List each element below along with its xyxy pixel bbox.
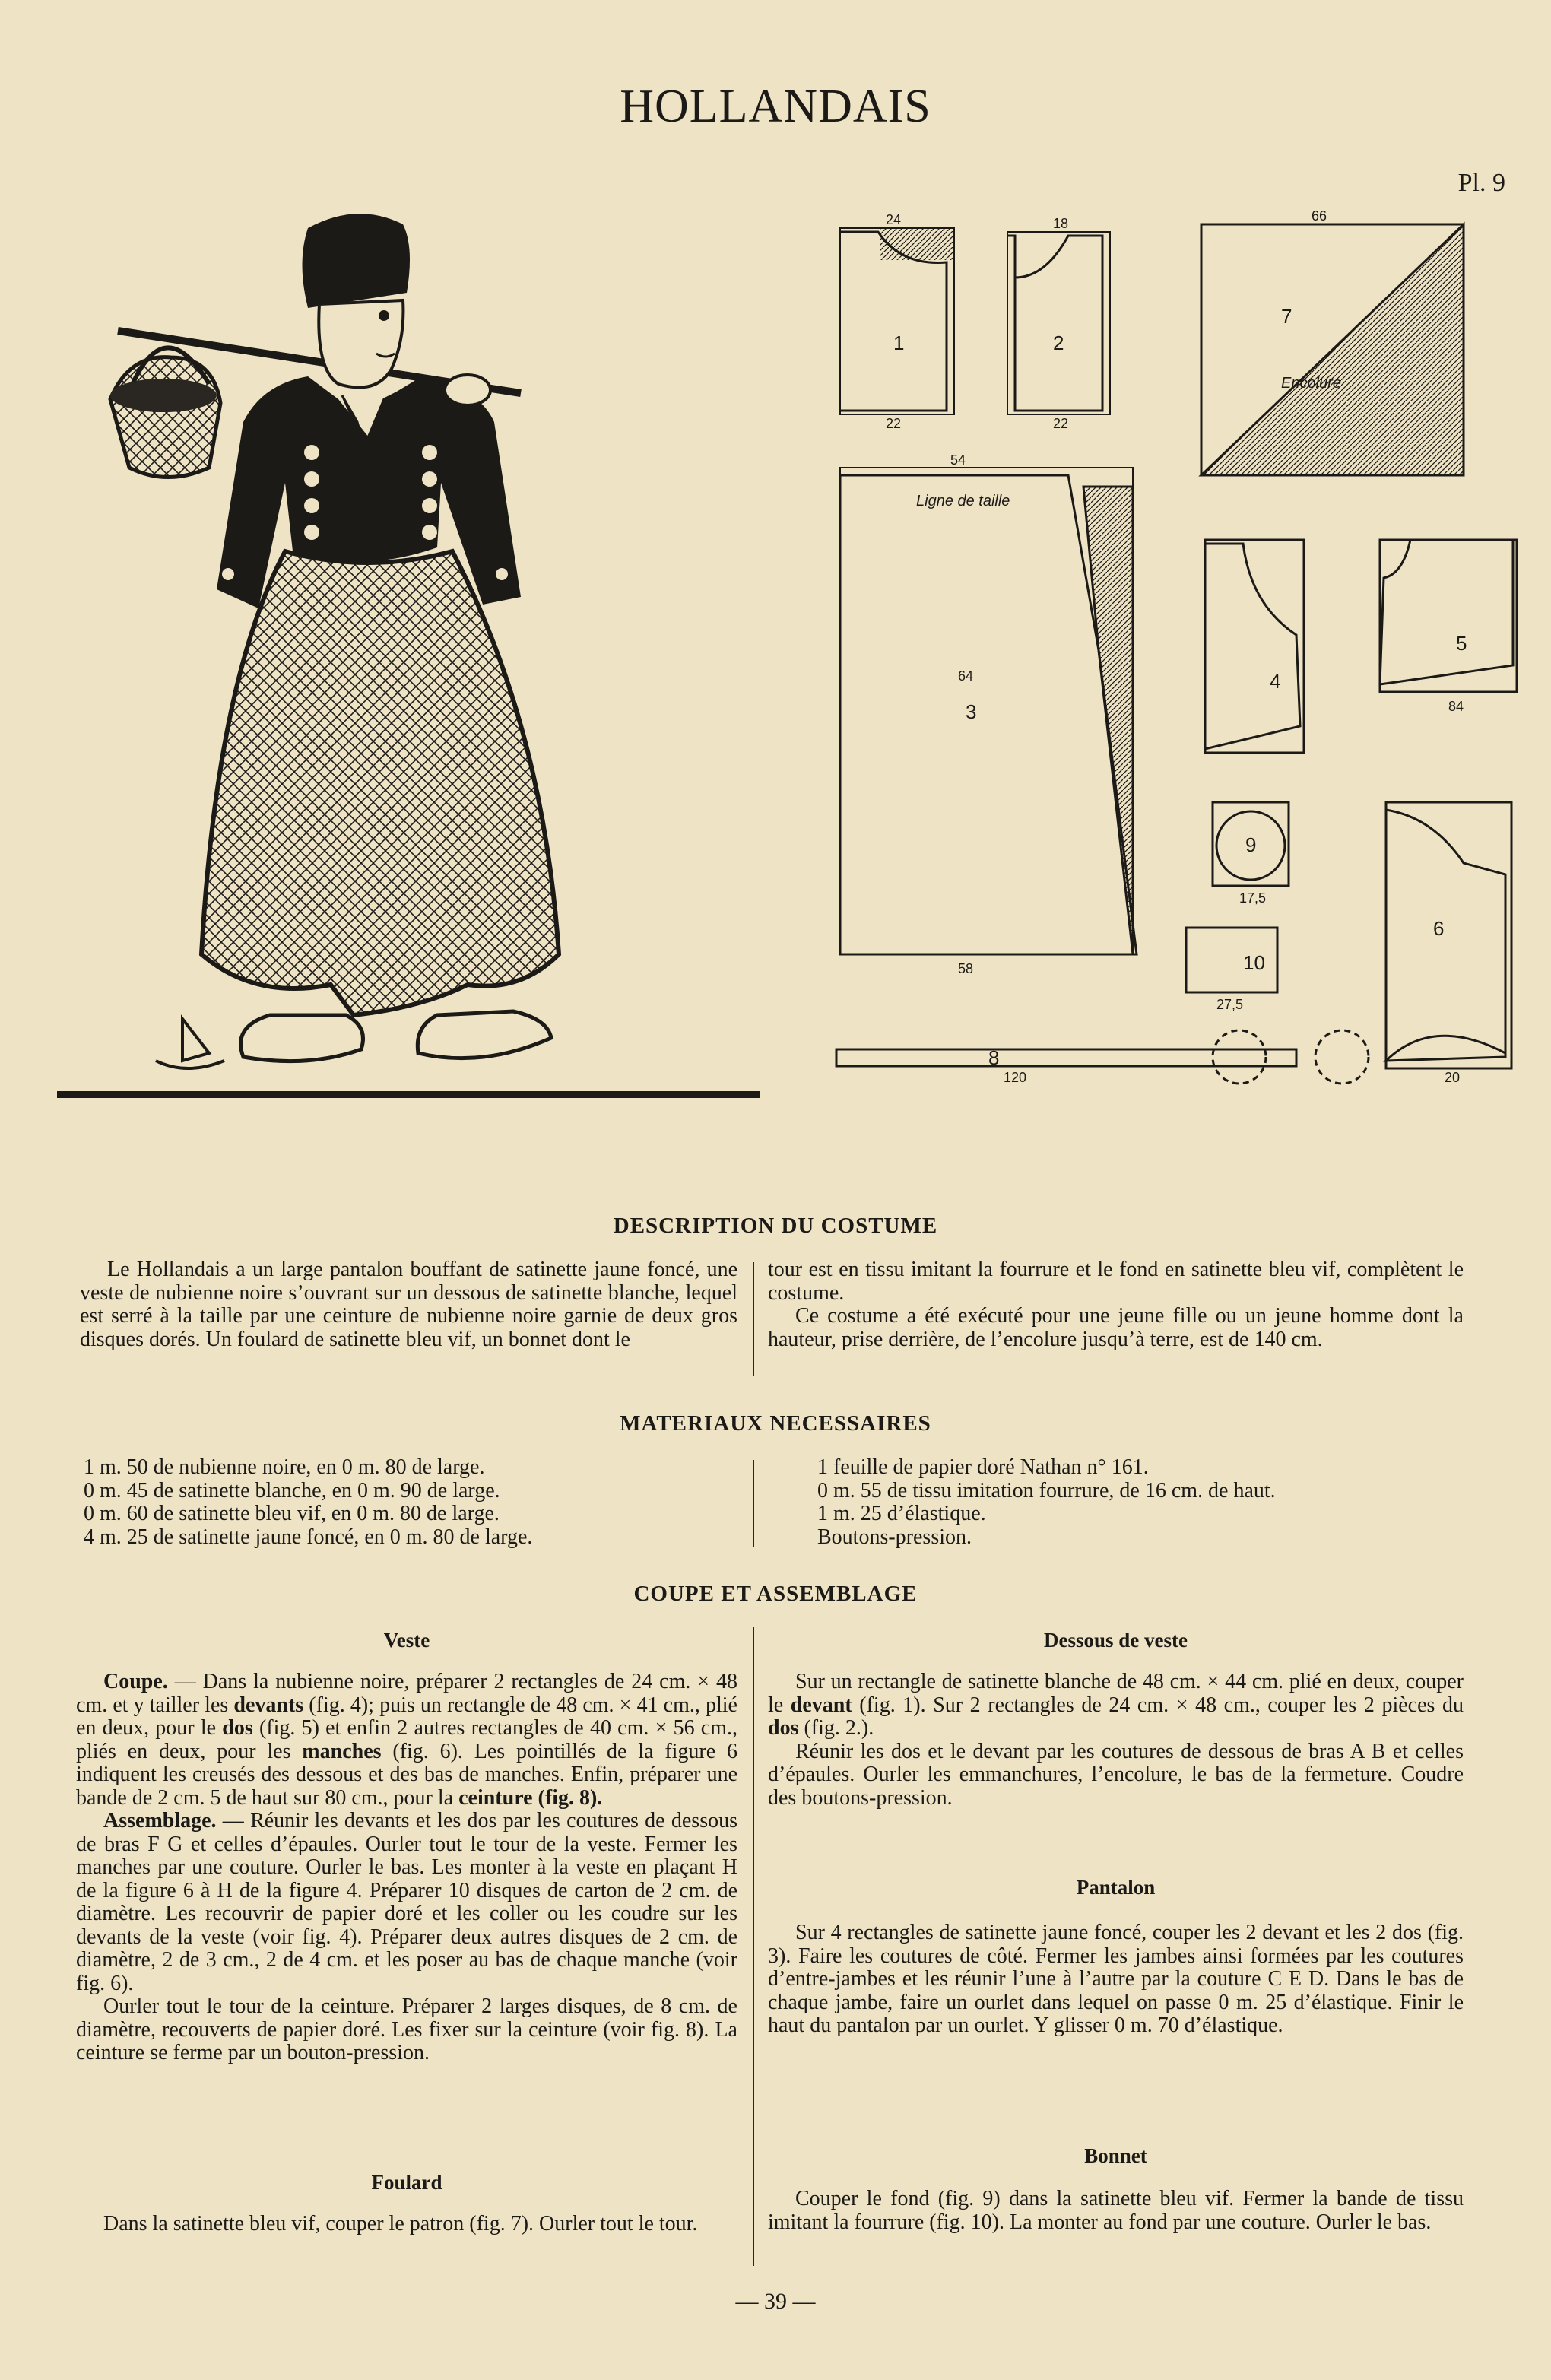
column-rule (753, 1262, 754, 1376)
description-heading: DESCRIPTION DU COSTUME (613, 1214, 938, 1238)
fig1-number: 1 (893, 332, 905, 354)
materials-right (817, 1456, 1464, 1549)
materials-heading: MATERIAUX NECESSAIRES (620, 1411, 931, 1436)
material-item: 0 m. 55 de tissu imitation fourrure, de 16 cm. de haut. (817, 1478, 1276, 1503)
page-number: — 39 — (735, 2289, 816, 2314)
plate-number: Pl. 9 (1457, 169, 1505, 197)
fig5-width: 84 (1448, 699, 1464, 714)
fig8-width: 120 (1004, 1070, 1027, 1085)
dessous-text: Sur un rectangle de satinette blanche de 48 cm. × 44 cm. plié en deux, couper le devant (fig. 1). Sur 2 rectangles de 24 cm. × 48 cm., couper les 2 pièces du dos (fig. 2.). Réunir les dos et le devant par les coutures de dessous de bras A B et celles d’épaules. Ourler les emmanchures, l’encolure, le bas de la fermeture. Coudre des boutons-pression. (768, 1670, 1464, 1810)
fig3-number: 3 (966, 700, 977, 723)
pantalon-heading: Pantalon (1076, 1876, 1156, 1899)
bonnet-text: Couper le fond (fig. 9) dans la satinette bleu vif. Fermer la bande de tissu imitant la fourrure (fig. 10). La monter au fond par une couture. Ourler le bas. (768, 2187, 1464, 2234)
fig6-number: 6 (1433, 917, 1445, 940)
fig10-number: 10 (1243, 951, 1265, 974)
fig2-bottom: 22 (1053, 416, 1069, 431)
fig3-waist: Ligne de taille (916, 493, 1010, 509)
fig3-bottom: 58 (958, 961, 974, 976)
veste-heading: Veste (383, 1629, 430, 1652)
coupe-label: Coupe. (103, 1670, 168, 1693)
foulard-heading: Foulard (371, 2171, 442, 2194)
material-item: 0 m. 45 de satinette blanche, en 0 m. 90 de large. (84, 1478, 500, 1503)
description-right: tour est en tissu imitant la fourrure et le fond en satinette bleu vif, complètent le costume. Ce costume a été exécuté pour une jeune fille ou un jeune homme dont la hauteur, prise derrière, de l’encolure jusqu’à terre, est de 140 cm. (768, 1258, 1464, 1351)
veste-text: Coupe. — Dans la nubienne noire, préparer 2 rectangles de 24 cm. × 48 cm. et y tailler les devants (fig. 4); puis un rectangle de 48 cm. × 41 cm., plié en deux, pour le dos (fig. 5) et enfin 2 autres rectangles de 40 cm. × 56 cm., pliés en deux, pour les manches (fig. 6). Les pointillés de la figure 6 indiquent les creusés des dessous et des bas de manches. Enfin, préparer une bande de 2 cm. 5 de haut sur 80 cm., pour la ceinture (fig. 8). Assemblage. — Réunir les devants et les dos par les coutures de dessous de bras F G et celles d’épaules. Ourler tout le tour de la veste. Fermer les manches par une couture. Ourler le bas. Les monter à la veste en plaçant H de la figure 6 à H de la figure 4. Préparer 10 disques de carton de 2 cm. de diamètre. Les recouvrir de papier doré et les coller ou les coudre sur les devants de la veste (voir fig. 4). Préparer deux autres disques de 2 cm. de diamètre, 2 de 3 cm., 2 de 4 cm. et les poser au bas de chaque manche (voir fig. 6). Ourler tout le tour de la ceinture. Préparer 2 larges disques, de 8 cm. de diamètre, recouverts de papier doré. Les fixer sur la ceinture (voir fig. 8). La ceinture se ferme par un bouton-pression. (76, 1670, 738, 2064)
fig7-width: 66 (1312, 208, 1327, 224)
fig8-number: 8 (988, 1046, 1000, 1069)
fig3-width: 54 (950, 452, 966, 468)
material-item: 0 m. 60 de satinette bleu vif, en 0 m. 80 de large. (84, 1502, 500, 1525)
fig2-number: 2 (1053, 332, 1064, 354)
material-item: 1 feuille de papier doré Nathan n° 161. (817, 1455, 1149, 1479)
foulard-text: Dans la satinette bleu vif, couper le patron (fig. 7). Ourler tout le tour. (103, 2212, 698, 2236)
fig4-number: 4 (1270, 670, 1281, 693)
fig7-number: 7 (1281, 305, 1292, 328)
column-rule (753, 1460, 754, 1547)
fig10-width: 27,5 (1216, 997, 1244, 1012)
fig2-width: 18 (1053, 216, 1069, 231)
material-item: Boutons-pression. (817, 1525, 972, 1549)
fig1-width: 24 (886, 212, 902, 227)
page-title: HOLLANDAIS (620, 81, 931, 132)
materials-left (84, 1456, 745, 1549)
material-item: 1 m. 50 de nubienne noire, en 0 m. 80 de large. (84, 1455, 485, 1479)
bonnet-heading: Bonnet (1084, 2144, 1147, 2167)
costume-illustration (57, 194, 764, 1106)
dessous-heading: Dessous de veste (1044, 1629, 1188, 1652)
pattern-figures (825, 194, 1536, 1099)
material-item: 4 m. 25 de satinette jaune foncé, en 0 m. 80 de large. (84, 1525, 533, 1549)
column-rule (753, 1627, 754, 2266)
assemblage-label: Assemblage. (103, 1809, 217, 1833)
fig3-mid: 64 (958, 668, 974, 684)
pantalon-text: Sur 4 rectangles de satinette jaune foncé, couper les 2 devant et les 2 dos (fig. 3). Faire les coutures de côté. Fermer les jambes ainsi formées par les coutures d’entre-jambes et les réunir l’une à l’autre par la couture C E D. Dans le bas de chaque jambe, faire un ourlet dans lequel on passe 0 m. 25 d’élastique. Finir le haut du pantalon par un ourlet. Y glisser 0 m. 70 d’élastique. (768, 1921, 1464, 2037)
fig5-number: 5 (1456, 632, 1467, 655)
material-item: 1 m. 25 d’élastique. (817, 1502, 986, 1525)
assembly-heading: COUPE ET ASSEMBLAGE (633, 1582, 918, 1606)
fig7-side: Encolure (1281, 375, 1341, 392)
fig9-number: 9 (1245, 833, 1257, 856)
description-left: Le Hollandais a un large pantalon bouffant de satinette jaune foncé, une veste de nubienne noire s’ouvrant sur un dessous de satinette blanche, lequel est serré à la taille par une ceinture de nubienne noire garnie de deux gros disques dorés. Un foulard de satinette bleu vif, un bonnet dont le (80, 1258, 737, 1351)
fig6-width: 20 (1445, 1070, 1461, 1085)
fig9-width: 17,5 (1239, 890, 1267, 906)
fig1-bottom: 22 (886, 416, 902, 431)
